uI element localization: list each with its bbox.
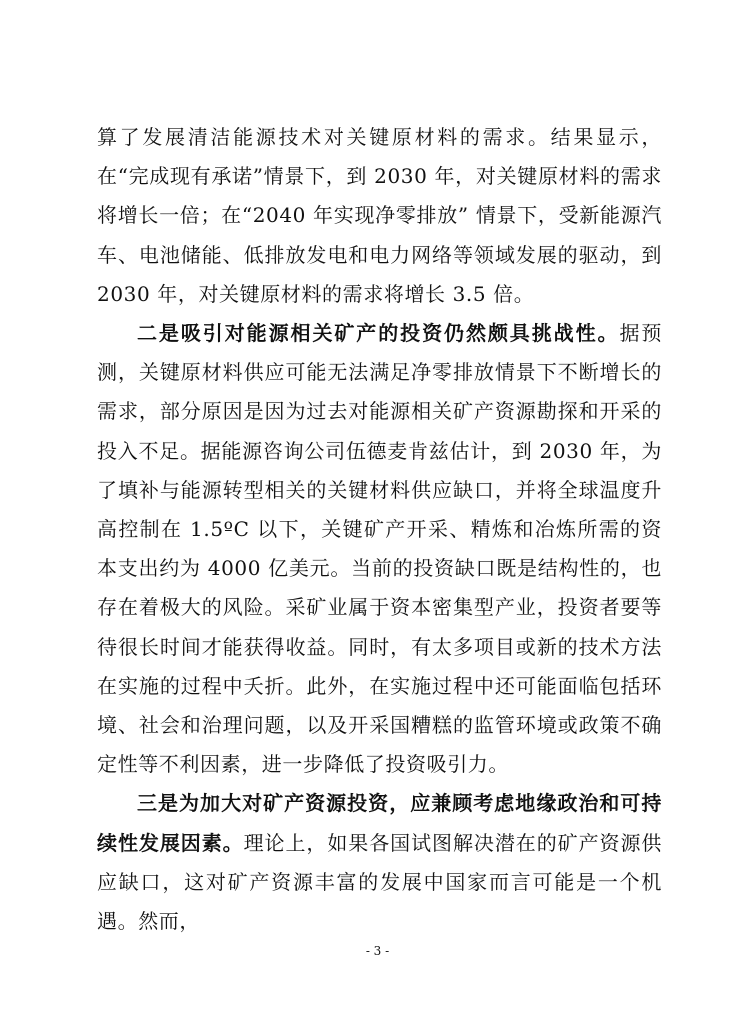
paragraph-2-text: 据预测，关键原材料供应可能无法满足净零排放情景下不断增长的需求，部分原因是因为过去对能源相关矿产资源勘探和开采的投入不足。据能源咨询公司伍德麦肯兹估计，到 2030 年，为了填补与能源转型相关的关键材料供应缺口，并将全球温度升高控制在 1.5ºC 以下，关键矿产开采、精炼和冶炼所需的资本支出约为 4000 亿美元。当前的投资缺口既是结构性的，也存在着极大的风险。采矿业属于资本密集型产业，投资者要等待很长时间才能获得收益。同时，有太多项目或新的技术方法在实施的过程中夭折。此外，在实施过程中还可能面临包括环境、社会和治理问题，以及开采国糟糕的监管环境或政策不确定性等不利因素，进一步降低了投资吸引力。 bbox=[97, 321, 662, 777]
paragraph-3 bbox=[97, 784, 662, 941]
paragraph-2-lead: 二是吸引对能源相关矿产的投资仍然颇具挑战性。 bbox=[137, 321, 620, 346]
body-text bbox=[97, 118, 662, 941]
paragraph-3-lead: 三是为加大对矿产资源投资，应兼顾考虑地缘政治和可持续性发展因素。 bbox=[97, 791, 662, 855]
paragraph-3-text: 理论上，如果各国试图解决潜在的矿产资源供应缺口，这对矿产资源丰富的发展中国家而言可能是一个机遇。然而， bbox=[97, 830, 663, 934]
paragraph-2 bbox=[97, 314, 662, 784]
paragraph-1-text: 算了发展清洁能源技术对关键原材料的需求。结果显示，在“完成现有承诺”情景下，到 2030 年，对关键原材料的需求将增长一倍；在“2040 年实现净零排放” 情景下，受新能源汽车、电池储能、低排放发电和电力网络等领域发展的驱动，到 2030 年，对关键原材料的需求将增长 3.5 倍。 bbox=[97, 125, 662, 306]
paragraph-1 bbox=[97, 118, 662, 314]
page-number: - 3 - bbox=[365, 944, 390, 958]
